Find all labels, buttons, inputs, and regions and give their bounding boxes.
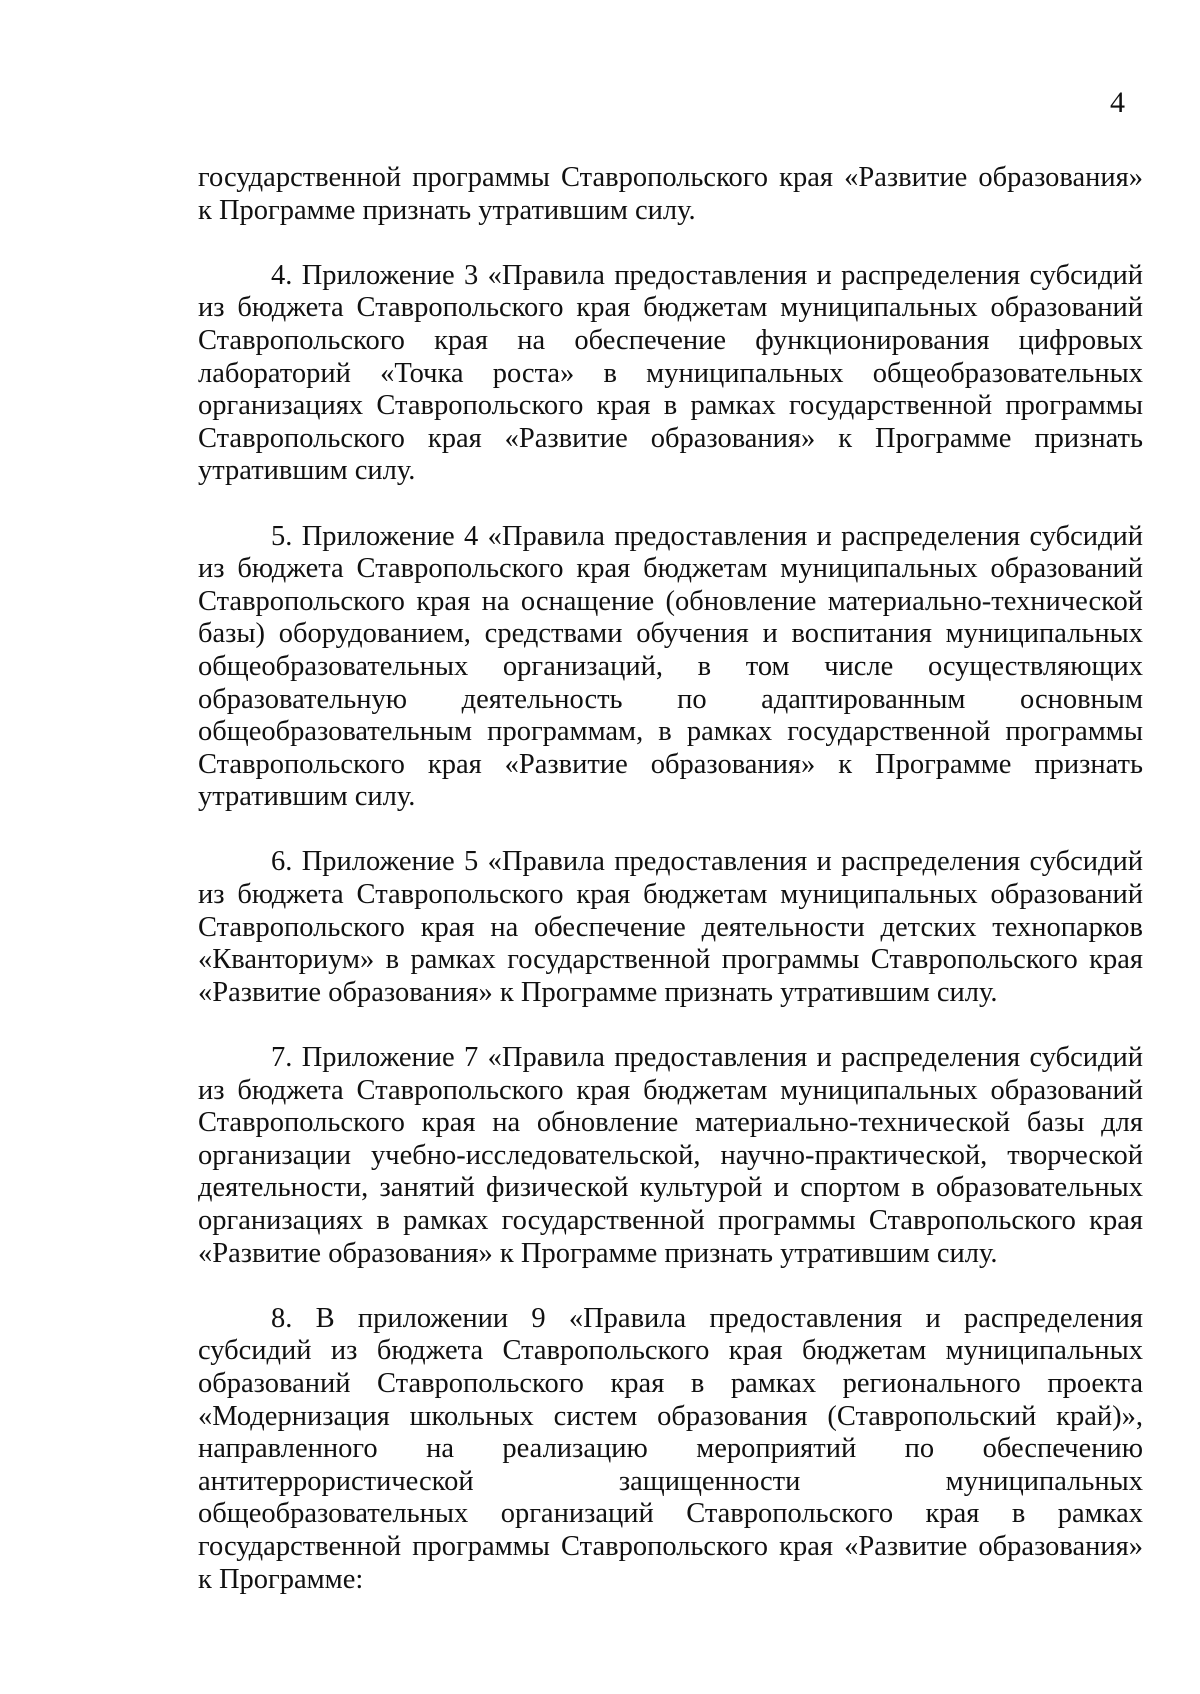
paragraph-item-4: 4. Приложение 3 «Правила предоставления и распределения субсидий из бюджета Ставропольского края бюджетам муниципальных образований Ставропольского края на обеспечение функционирования цифровых лабораторий «Точка роста» в муниципальных общеобразовательных организациях Ставропольского края в рамках государственной программы Ставропольского края «Развитие образования» к Программе признать утратившим силу. <box>198 259 1143 487</box>
paragraph-continuation: государственной программы Ставропольского края «Развитие образования» к Программе признать утратившим силу. <box>198 162 1143 226</box>
document-body <box>198 162 1143 1629</box>
page-number: 4 <box>1110 86 1125 119</box>
paragraph-item-8: 8. В приложении 9 «Правила предоставления и распределения субсидий из бюджета Ставропольского края бюджетам муниципальных образований Ставропольского края в рамках регионального проекта «Модернизация школьных систем образования (Ставропольский край)», направленного на реализацию мероприятий по обеспечению антитеррористической защищенности муниципальных общеобразовательных организаций Ставропольского края в рамках государственной программы Ставропольского края «Развитие образования» к Программе: <box>198 1302 1143 1595</box>
paragraph-item-7: 7. Приложение 7 «Правила предоставления и распределения субсидий из бюджета Ставропольского края бюджетам муниципальных образований Ставропольского края на обновление материально-технической базы для организации учебно-исследовательской, научно-практической, творческой деятельности, занятий физической культурой и спортом в образовательных организациях в рамках государственной программы Ставропольского края «Развитие образования» к Программе признать утратившим силу. <box>198 1042 1143 1269</box>
paragraph-item-5: 5. Приложение 4 «Правила предоставления и распределения субсидий из бюджета Ставропольского края бюджетам муниципальных образований Ставропольского края на оснащение (обновление материально-технической базы) оборудованием, средствами обучения и воспитания муниципальных общеобразовательных организаций, в том числе осуществляющих образовательную деятельность по адаптированным основным общеобразовательным программам, в рамках государственной программы Ставропольского края «Развитие образования» к Программе признать утратившим силу. <box>198 520 1143 813</box>
paragraph-item-6: 6. Приложение 5 «Правила предоставления и распределения субсидий из бюджета Ставропольского края бюджетам муниципальных образований Ставропольского края на обеспечение деятельности детских технопарков «Кванториум» в рамках государственной программы Ставропольского края «Развитие образования» к Программе признать утратившим силу. <box>198 846 1143 1008</box>
